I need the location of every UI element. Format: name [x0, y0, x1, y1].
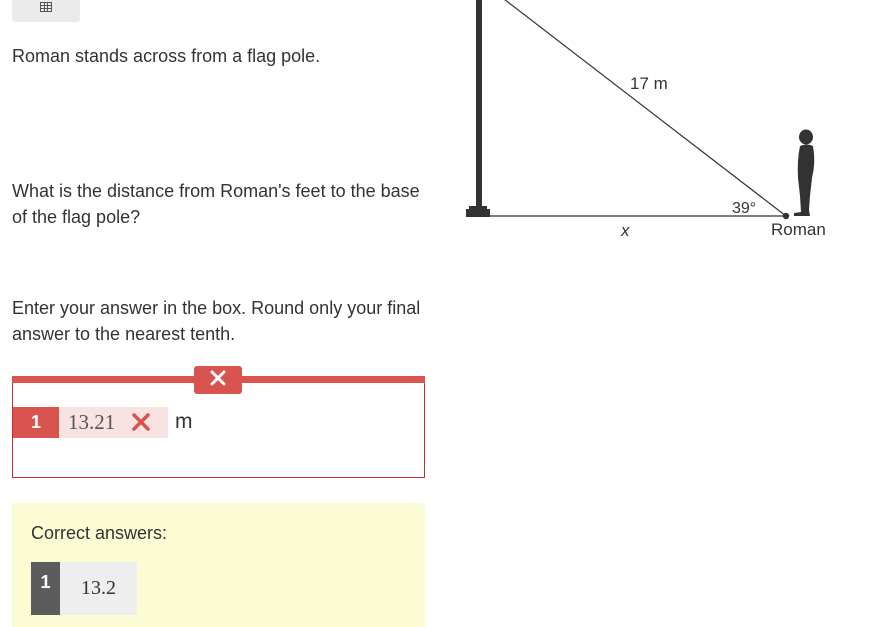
- hypotenuse-label: 17 m: [630, 74, 668, 93]
- response-index: 1: [13, 407, 59, 438]
- incorrect-tab: [194, 366, 242, 394]
- person-label: Roman: [771, 220, 826, 239]
- correct-answers-label: Correct answers:: [31, 523, 168, 543]
- base-label: x: [621, 221, 630, 240]
- flagpole-diagram: [460, 0, 860, 255]
- correct-answer-index: 1: [31, 562, 60, 615]
- person-silhouette: [794, 130, 814, 217]
- response-value: 13.21: [68, 410, 116, 434]
- question-intro: Roman stands across from a flag pole.: [12, 46, 321, 66]
- flag-pole-base: [466, 206, 490, 217]
- table-button[interactable]: [12, 0, 80, 22]
- angle-label: 39°: [732, 200, 757, 217]
- question-prompt: What is the distance from Roman's feet to the base of the flag pole?: [12, 181, 420, 227]
- correct-answer-value: 13.2: [60, 562, 137, 615]
- sight-line: [500, 0, 786, 216]
- close-icon: [210, 370, 226, 391]
- flag-pole: [476, 0, 482, 212]
- response-unit: m: [175, 410, 193, 433]
- table-icon: [40, 0, 52, 17]
- correct-answers-panel: [12, 503, 425, 627]
- response-input[interactable]: [59, 407, 168, 438]
- incorrect-x-icon: [131, 412, 151, 437]
- feet-point: [783, 213, 789, 219]
- question-instructions: Enter your answer in the box. Round only your final answer to the nearest tenth.: [12, 298, 421, 344]
